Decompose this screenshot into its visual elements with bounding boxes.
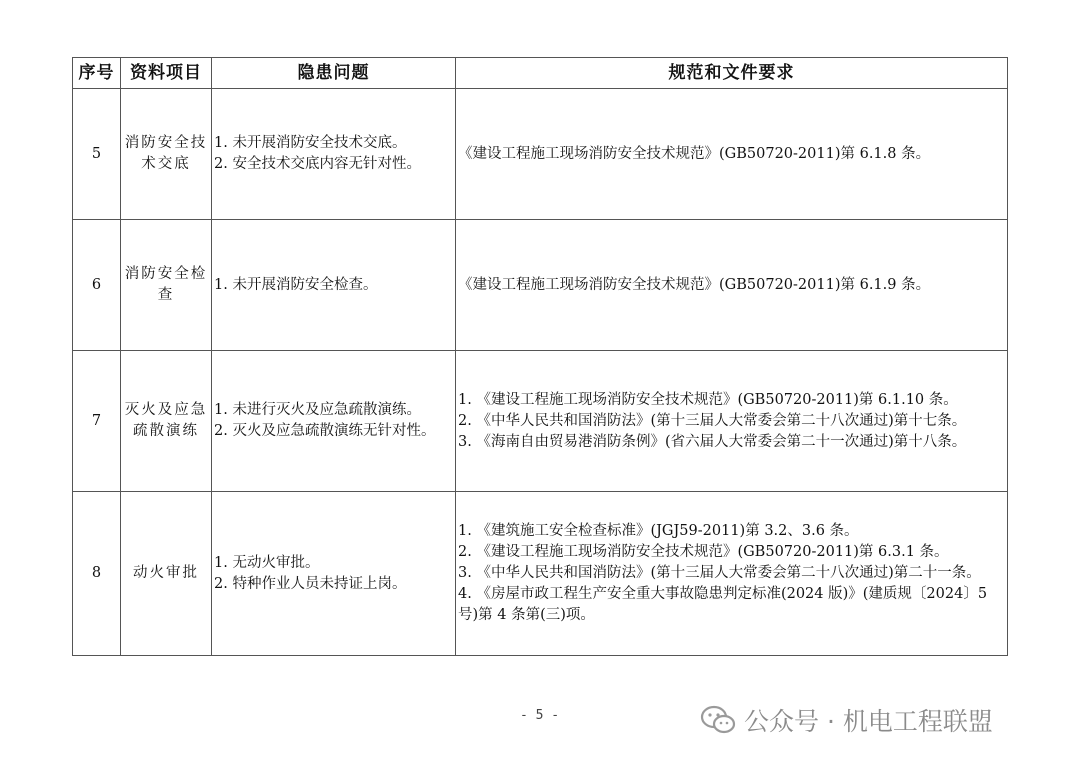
table-row	[73, 492, 1008, 656]
row-reqs	[456, 220, 1008, 351]
req-line: 《建设工程施工现场消防安全技术规范》(GB50720-2011)第 6.1.9 条。	[458, 276, 931, 293]
row-reqs	[456, 89, 1008, 220]
row-item: 消防安全检查	[121, 220, 212, 351]
req-line: 1. 《建筑施工安全检查标准》(JGJ59-2011)第 3.2、3.6 条。	[458, 523, 859, 539]
row-item: 动火审批	[121, 492, 212, 656]
header-no: 序号	[73, 58, 121, 89]
row-no: 8	[73, 492, 121, 656]
row-issues	[212, 89, 456, 220]
row-reqs	[456, 492, 1008, 656]
issue-line: 2. 安全技术交底内容无针对性。	[214, 156, 421, 172]
issue-line: 2. 特种作业人员未持证上岗。	[214, 575, 407, 592]
issue-line: 1. 无动火审批。	[214, 554, 320, 571]
issue-line: 1. 未进行灭火及应急疏散演练。	[214, 402, 421, 418]
table-row	[73, 89, 1008, 220]
header-item: 资料项目	[121, 58, 212, 89]
row-issues	[212, 220, 456, 351]
req-line: 3. 《中华人民共和国消防法》(第十三届人大常委会第二十八次通过)第二十一条。	[458, 565, 981, 581]
issue-line: 1. 未开展消防安全检查。	[214, 276, 378, 293]
row-no: 6	[73, 220, 121, 351]
row-no: 5	[73, 89, 121, 220]
row-item: 灭火及应急疏散演练	[121, 351, 212, 492]
header-issue: 隐患问题	[212, 58, 456, 89]
issue-line: 2. 灭火及应急疏散演练无针对性。	[214, 423, 436, 439]
page-number: - 5 -	[520, 708, 560, 723]
hazard-table	[72, 57, 1008, 656]
req-line: 4. 《房屋市政工程生产安全重大事故隐患判定标准(2024 版)》(建质规〔2024〕5 号)第 4 条第(三)项。	[458, 586, 988, 623]
watermark	[700, 702, 993, 738]
req-line: 《建设工程施工现场消防安全技术规范》(GB50720-2011)第 6.1.8 条。	[458, 145, 931, 162]
watermark-text: 公众号 · 机电工程联盟	[744, 707, 993, 736]
row-reqs	[456, 351, 1008, 492]
req-line: 1. 《建设工程施工现场消防安全技术规范》(GB50720-2011)第 6.1.10 条。	[458, 391, 958, 408]
req-line: 2. 《建设工程施工现场消防安全技术规范》(GB50720-2011)第 6.3.1 条。	[458, 544, 949, 560]
table-row	[73, 351, 1008, 492]
table-header-row	[73, 58, 1008, 89]
table-row	[73, 220, 1008, 351]
row-item: 消防安全技术交底	[121, 89, 212, 220]
header-req: 规范和文件要求	[456, 58, 1008, 89]
row-issues	[212, 351, 456, 492]
row-no: 7	[73, 351, 121, 492]
issue-line: 1. 未开展消防安全技术交底。	[214, 135, 407, 151]
wechat-icon	[700, 705, 736, 735]
req-line: 3. 《海南自由贸易港消防条例》(省六届人大常委会第二十一次通过)第十八条。	[458, 433, 967, 450]
req-line: 2. 《中华人民共和国消防法》(第十三届人大常委会第二十八次通过)第十七条。	[458, 412, 967, 429]
row-issues	[212, 492, 456, 656]
